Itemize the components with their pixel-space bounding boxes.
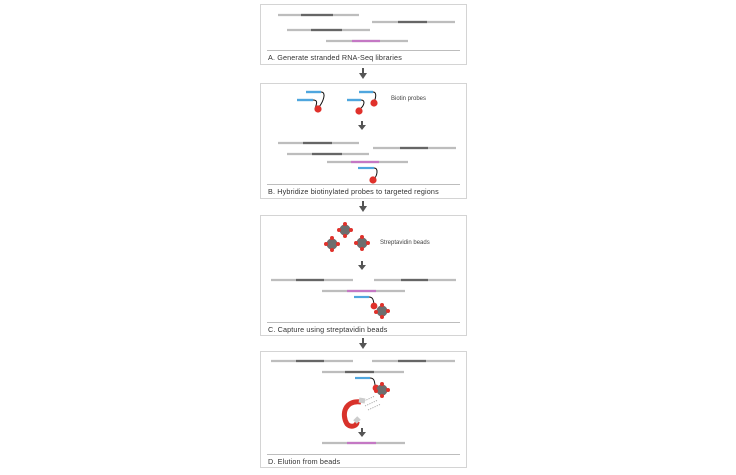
caption-divider — [267, 50, 460, 51]
panel-b — [260, 83, 467, 199]
down-arrow-icon — [358, 201, 368, 213]
streptavidin-beads-label: Streptavidin beads — [380, 240, 430, 246]
biotin-dot — [370, 99, 377, 106]
caption-divider — [267, 184, 460, 185]
probe-linker — [319, 92, 324, 107]
panel-c — [260, 215, 467, 336]
down-arrow-icon — [358, 428, 366, 437]
biotin-probes-label: Biotin probes — [391, 96, 427, 102]
magnet-icon — [344, 400, 365, 426]
panel-d — [260, 351, 467, 468]
step-a-caption: A. Generate stranded RNA-Seq libraries — [268, 53, 402, 62]
step-d-caption: D. Elution from beads — [268, 457, 341, 466]
probe-linker — [360, 100, 364, 109]
caption-divider — [267, 322, 460, 323]
step-c-caption: C. Capture using streptavidin beads — [268, 325, 388, 334]
biotin-dot — [314, 105, 321, 112]
down-arrow-icon — [358, 338, 368, 350]
down-arrow-icon — [358, 121, 366, 130]
magnetic-field-lines — [362, 396, 381, 410]
panel-b-diagram — [261, 84, 468, 200]
biotin-dot — [369, 176, 376, 183]
caption-divider — [267, 454, 460, 455]
down-arrow-icon — [358, 68, 368, 80]
step-b-caption: B. Hybridize biotinylated probes to targeted regions — [268, 187, 439, 196]
down-arrow-icon — [358, 261, 366, 270]
streptavidin-bead-icon — [374, 382, 390, 398]
panel-c-diagram — [261, 216, 468, 337]
streptavidin-bead-icon — [337, 222, 353, 238]
streptavidin-bead-icon — [324, 236, 340, 252]
streptavidin-bead-icon — [354, 235, 370, 251]
biotin-dot — [355, 107, 362, 114]
biotin-dot — [371, 303, 378, 310]
panel-d-diagram — [261, 352, 468, 469]
panel-a — [260, 4, 467, 65]
